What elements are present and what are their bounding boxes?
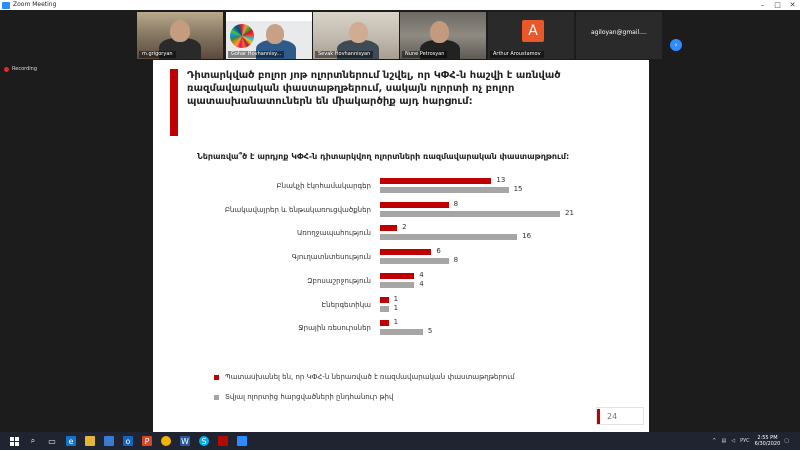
data-label: 4 <box>419 279 424 288</box>
data-label: 6 <box>436 247 441 256</box>
windows-taskbar <box>0 432 800 450</box>
acrobat-icon[interactable] <box>218 436 228 446</box>
mic-muted-icon <box>578 52 582 58</box>
legend-item <box>214 373 515 381</box>
store-icon[interactable] <box>104 436 114 446</box>
sdg-wheel-icon <box>230 24 254 48</box>
maximize-icon[interactable]: □ <box>774 1 781 9</box>
bar-total <box>380 187 509 193</box>
record-dot-icon <box>4 67 9 72</box>
bar-total <box>380 282 414 288</box>
participant-name: Nune Petrosyan <box>402 51 447 58</box>
chart-question: Ներառվա՞ծ է արդյոք ԿՓՀ-ն դիտարկվող ոլորտների ռազմավարական փաստաթղթում: <box>197 152 570 161</box>
recording-indicator[interactable] <box>4 66 37 72</box>
clock[interactable] <box>755 435 781 447</box>
powerpoint-icon[interactable]: P <box>142 436 152 446</box>
word-icon[interactable]: W <box>181 436 189 446</box>
category-label: Բնակավայրեր և ենթակառուցվածքներ <box>224 205 371 214</box>
tray-up-arrow-icon[interactable]: ^ <box>712 438 717 444</box>
edge-browser-icon[interactable]: e <box>66 436 76 446</box>
chrome-icon[interactable] <box>161 436 171 446</box>
notifications-icon[interactable]: ▢ <box>784 438 789 444</box>
page-number-accent <box>597 409 600 424</box>
participant-tile[interactable] <box>226 12 312 59</box>
file-explorer-icon[interactable] <box>85 436 95 446</box>
category-label: Բնակչի էկոհամակարգեր <box>276 182 371 190</box>
window-controls <box>755 0 800 10</box>
slide-page-number <box>596 407 644 425</box>
title-bar <box>0 0 800 10</box>
person-head <box>430 21 449 43</box>
legend-label: Պատասխանել են, որ ԿՓՀ-ն ներառված է ռազմավարական փաստաթղթերում <box>225 373 515 381</box>
bar-total <box>380 329 423 335</box>
bar-total <box>380 234 517 240</box>
bar-total <box>380 258 449 264</box>
data-label: 15 <box>513 185 523 193</box>
person-head <box>266 24 284 44</box>
data-label: 1 <box>393 318 399 327</box>
skype-icon[interactable]: S <box>199 436 209 446</box>
participant-tile[interactable] <box>400 12 486 59</box>
banner-strip <box>226 12 312 21</box>
bar-included <box>380 273 414 279</box>
person-head <box>170 20 190 42</box>
participant-name: m.grigoryan <box>139 51 176 58</box>
bar-included <box>380 178 491 184</box>
data-label: 4 <box>419 270 424 279</box>
video-strip <box>0 10 800 58</box>
data-label: 2 <box>402 223 407 232</box>
bar-included <box>380 297 389 303</box>
input-language[interactable]: РУС <box>740 438 750 444</box>
category-label: Առողջապահություն <box>296 229 371 238</box>
zoom-app-icon <box>2 2 10 9</box>
person-head <box>349 22 368 43</box>
category-label: Էներգետիկա <box>321 300 371 309</box>
participant-name: agiloyan@gmail.... <box>591 29 647 36</box>
data-label: 8 <box>453 256 459 265</box>
participant-avatar: A <box>522 20 544 42</box>
bar-total <box>380 211 560 217</box>
window-title: Zoom Meeting <box>13 1 57 8</box>
search-icon[interactable]: ⌕ <box>30 436 36 445</box>
volume-icon[interactable]: ◁ <box>731 438 736 444</box>
shared-slide <box>153 60 649 433</box>
system-tray <box>712 432 794 450</box>
participant-name: Sevak Hovhannisyan <box>315 51 373 58</box>
data-label: 5 <box>427 327 433 336</box>
bar-included <box>380 225 397 231</box>
legend-item <box>214 393 393 401</box>
next-page-button[interactable]: › <box>670 39 682 51</box>
close-icon[interactable]: ✕ <box>789 1 796 9</box>
legend-swatch-gray <box>214 395 219 400</box>
network-icon[interactable]: ▤ <box>721 438 727 444</box>
data-label: 8 <box>453 199 459 208</box>
page-number-text: 24 <box>607 412 618 421</box>
bar-included <box>380 320 389 326</box>
slide-heading: Դիտարկված բոլոր յոթ ոլորտներում նշվել, որ ԿՓՀ-ն հաշվի է առնված ռազմավարական փաստաթղթերում, սակայն ոլորտի ոչ բոլոր պատասխանատուներն են միակարծիք այդ հարցում: <box>187 70 561 107</box>
category-label: Զբոսաշրջություն <box>307 276 371 285</box>
data-label: 21 <box>565 208 574 217</box>
category-label: Գյուղատնտեսություն <box>291 253 371 262</box>
data-label: 16 <box>522 232 532 241</box>
bar-included <box>380 249 431 255</box>
participant-name: Arthur Aroustamov <box>490 51 544 58</box>
data-label: 1 <box>393 294 399 303</box>
recording-label: Recording <box>12 66 38 72</box>
outlook-icon[interactable]: o <box>123 436 133 446</box>
clock-date: 6/30/2020 <box>754 441 781 447</box>
participant-tile[interactable] <box>313 12 399 59</box>
legend-swatch-red <box>214 375 219 380</box>
bar-total <box>380 306 389 312</box>
legend-label: Տվյալ ոլորտից հարցվածների ընդհանուր թիվ <box>225 393 394 401</box>
participant-tile[interactable] <box>137 12 223 59</box>
clock-time: 2:55 PM <box>757 435 778 441</box>
task-view-icon[interactable]: ▭ <box>48 436 56 446</box>
participant-name: Gohar Hovhannisy... <box>228 51 284 58</box>
data-label: 13 <box>496 176 506 184</box>
data-label: 1 <box>393 303 399 312</box>
windows-start-icon[interactable] <box>9 436 19 446</box>
minimize-icon[interactable]: – <box>760 1 765 9</box>
category-label: Ջրային ռեսուրսներ <box>298 324 371 333</box>
zoom-taskbar-icon[interactable] <box>237 436 247 446</box>
bar-included <box>380 202 449 208</box>
